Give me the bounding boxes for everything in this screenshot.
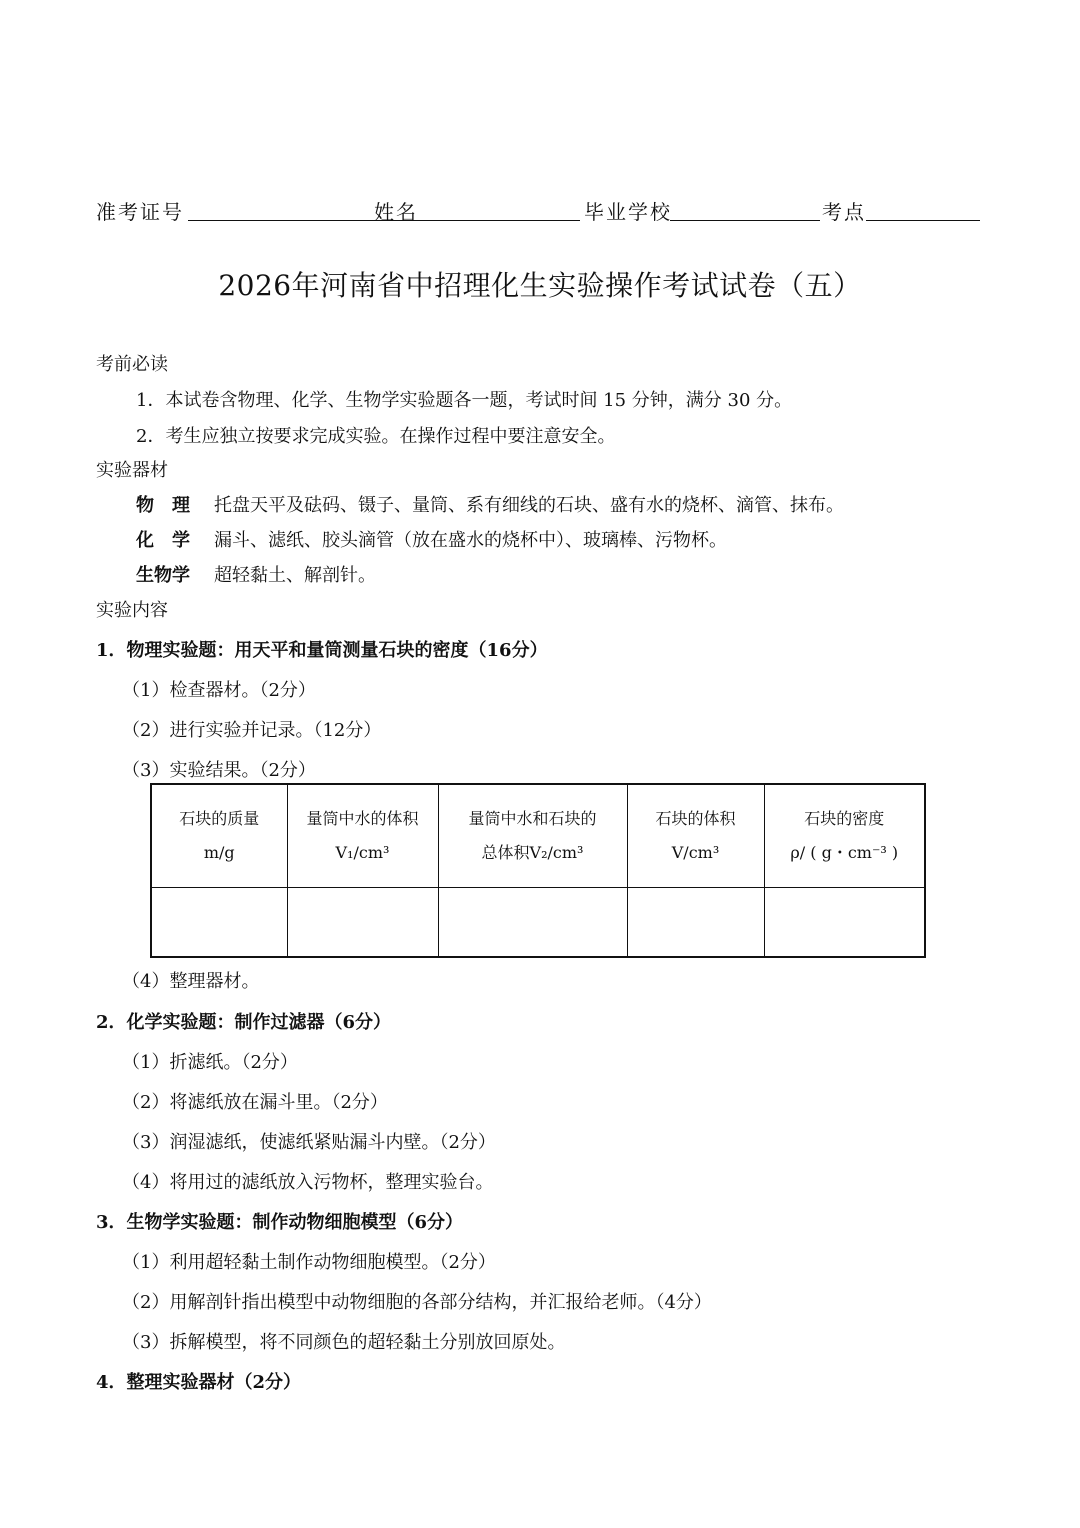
equipment-item-physics: [136, 491, 844, 517]
result-table-header-row: [151, 784, 925, 888]
question-3-step: （2）用解剖针指出模型中动物细胞的各部分结构，并汇报给老师。（4分）: [122, 1292, 712, 1313]
equipment-list: 托盘天平及砝码、镊子、量筒、系有细线的石块、盛有水的烧杯、滴管、抹布。: [214, 495, 844, 516]
notice-item: 2．考生应独立按要求完成实验。在操作过程中要注意安全。: [136, 426, 616, 447]
header-water-volume: 量筒中水的体积 V₁/cm³: [287, 784, 438, 888]
question-2-step: （4）将用过的滤纸放入污物杯，整理实验台。: [122, 1172, 494, 1193]
header-total-volume: 量筒中水和石块的 总体积V₂/cm³: [438, 784, 627, 888]
header-stone-volume: 石块的体积 V/cm³: [627, 784, 764, 888]
header-stone-density: 石块的密度 ρ/ ( g・cm⁻³ ): [764, 784, 925, 888]
equipment-heading: 实验器材: [96, 460, 168, 481]
equipment-list: 漏斗、滤纸、胶头滴管（放在盛水的烧杯中）、玻璃棒、污物杯。: [214, 530, 727, 551]
question-1-step: （3）实验结果。（2分）: [122, 760, 316, 781]
answer-cell-density[interactable]: [764, 888, 925, 958]
answer-cell-mass[interactable]: [151, 888, 287, 958]
field-label-exam-number: 准考证号: [96, 200, 184, 224]
result-table: [150, 783, 926, 958]
equipment-subject: 化 学: [136, 530, 190, 551]
field-label-exam-site: 考点: [822, 200, 866, 224]
field-blank-name[interactable]: [418, 220, 580, 221]
question-3-step: （3）拆解模型，将不同颜色的超轻黏土分别放回原处。: [122, 1332, 566, 1353]
question-2-step: （1）折滤纸。（2分）: [122, 1052, 298, 1073]
notice-heading: 考前必读: [96, 354, 168, 375]
question-2-step: （2）将滤纸放在漏斗里。（2分）: [122, 1092, 388, 1113]
question-1-title: 1．物理实验题：用天平和量筒测量石块的密度（16分）: [96, 640, 548, 661]
question-3-title: 3．生物学实验题：制作动物细胞模型（6分）: [96, 1212, 464, 1233]
content-heading: 实验内容: [96, 600, 168, 621]
question-1-step: （2）进行实验并记录。（12分）: [122, 720, 382, 741]
equipment-list: 超轻黏土、解剖针。: [214, 565, 376, 586]
notice-item: 1．本试卷含物理、化学、生物学实验题各一题，考试时间 15 分钟，满分 30 分。: [136, 390, 793, 411]
equipment-subject: 生物学: [136, 565, 190, 586]
answer-cell-stone-volume[interactable]: [627, 888, 764, 958]
question-2-title: 2．化学实验题：制作过滤器（6分）: [96, 1012, 392, 1033]
question-1-step: （4）整理器材。: [122, 971, 260, 992]
page-title: 2026年河南省中招理化生实验操作考试试卷（五）: [218, 269, 862, 302]
question-4-title: 4．整理实验器材（2分）: [96, 1372, 302, 1393]
field-label-name: 姓名: [374, 200, 418, 224]
equipment-item-chemistry: [136, 526, 727, 552]
field-label-school: 毕业学校: [584, 200, 672, 224]
candidate-info-line: [96, 196, 980, 226]
equipment-item-biology: [136, 561, 376, 587]
question-1-step: （1）检查器材。（2分）: [122, 680, 316, 701]
header-stone-mass: 石块的质量 m/g: [151, 784, 287, 888]
answer-cell-total-volume[interactable]: [438, 888, 627, 958]
question-3-step: （1）利用超轻黏土制作动物细胞模型。（2分）: [122, 1252, 496, 1273]
field-blank-school[interactable]: [670, 220, 820, 221]
question-2-step: （3）润湿滤纸，使滤纸紧贴漏斗内壁。（2分）: [122, 1132, 496, 1153]
equipment-subject: 物 理: [136, 495, 190, 516]
field-blank-exam-site[interactable]: [866, 220, 980, 221]
result-table-answer-row: [151, 888, 925, 958]
answer-cell-water-volume[interactable]: [287, 888, 438, 958]
